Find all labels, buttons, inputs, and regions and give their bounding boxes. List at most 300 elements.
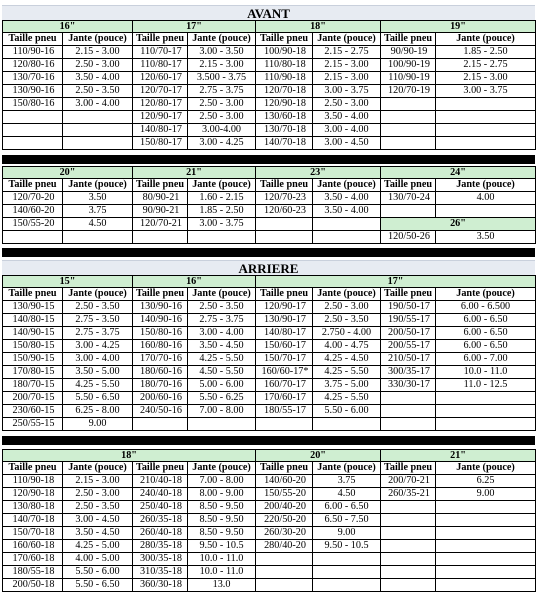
rim-width-cell: 3.50 - 4.50 xyxy=(63,527,133,540)
table-row xyxy=(3,405,536,418)
tire-size-cell: 150/80-15 xyxy=(3,340,63,353)
rim-width-cell xyxy=(436,98,536,111)
rim-width-cell: 6.50 - 7.50 xyxy=(313,514,381,527)
rim-width-cell: 3.50 - 4.00 xyxy=(313,111,381,124)
table-row xyxy=(3,85,536,98)
tire-size-cell: 160/70-17 xyxy=(256,379,313,392)
rim-width-cell: 5.50 - 6.00 xyxy=(313,405,381,418)
rim-width-cell: 2.15 - 2.75 xyxy=(436,59,536,72)
tire-size-cell: 130/90-16 xyxy=(3,85,63,98)
rim-width-cell: 2.15 - 3.00 xyxy=(436,72,536,85)
tire-size-cell: 170/70-16 xyxy=(133,353,188,366)
column-header-row xyxy=(3,179,536,192)
rim-width-cell: 5.50 - 6.25 xyxy=(188,392,256,405)
tire-size-cell: 200/70-15 xyxy=(3,392,63,405)
rim-diameter-group: 20" xyxy=(3,167,133,179)
rim-width-cell: 2.15 - 3.00 xyxy=(313,72,381,85)
tire-size-cell xyxy=(256,579,313,592)
column-header-size: Taille pneu xyxy=(381,33,436,46)
tire-size-cell xyxy=(381,111,436,124)
tire-size-cell xyxy=(3,137,63,150)
tire-size-cell: 250/55-15 xyxy=(3,418,63,431)
column-header-rim: Jante (pouce) xyxy=(63,288,133,301)
rim-diameter-group: 17" xyxy=(133,21,256,33)
rim-width-cell: 3.75 xyxy=(313,475,381,488)
tire-size-cell xyxy=(256,566,313,579)
rim-width-cell: 10.0 - 11.0 xyxy=(188,553,256,566)
tire-size-cell: 150/80-17 xyxy=(133,137,188,150)
tire-size-cell: 190/55-17 xyxy=(381,314,436,327)
rim-diameter-group: 16" xyxy=(133,276,256,288)
tire-size-cell: 150/90-15 xyxy=(3,353,63,366)
column-header-row xyxy=(3,33,536,46)
rim-width-cell: 2.750 - 4.00 xyxy=(313,327,381,340)
tire-size-cell: 110/90-16 xyxy=(3,46,63,59)
tire-size-cell: 140/80-17 xyxy=(256,327,313,340)
rim-width-cell: 4.50 xyxy=(63,218,133,231)
rim-width-cell: 2.50 - 3.00 xyxy=(188,98,256,111)
rim-width-cell: 6.00 - 6.50 xyxy=(436,327,536,340)
rim-width-cell: 5.00 - 6.00 xyxy=(188,379,256,392)
rim-width-cell: 6.25 xyxy=(436,475,536,488)
rim-width-cell: 6.00 - 6.50 xyxy=(436,314,536,327)
section-title-arriere: ARRIERE xyxy=(2,260,535,276)
column-header-rim: Jante (pouce) xyxy=(313,33,381,46)
rim-width-cell: 3.50 - 4.50 xyxy=(188,340,256,353)
rim-width-cell: 4.25 - 5.00 xyxy=(63,540,133,553)
tire-size-cell: 260/30-20 xyxy=(256,527,313,540)
rim-width-cell: 9.50 - 10.5 xyxy=(188,540,256,553)
tire-size-cell xyxy=(256,553,313,566)
table-row xyxy=(3,124,536,137)
column-header-row xyxy=(3,288,536,301)
tire-size-cell: 100/90-19 xyxy=(381,59,436,72)
rim-width-cell xyxy=(436,137,536,150)
rim-width-cell: 2.75 - 3.75 xyxy=(188,85,256,98)
tire-size-cell: 200/50-17 xyxy=(381,327,436,340)
rim-width-cell: 3.00 - 4.50 xyxy=(313,137,381,150)
rim-size-group-row xyxy=(3,167,536,179)
table-arriere-15-17 xyxy=(2,275,536,431)
rim-size-group-row xyxy=(3,21,536,33)
rim-width-cell: 3.00 - 4.50 xyxy=(63,514,133,527)
rim-width-cell: 5.50 - 6.00 xyxy=(63,566,133,579)
table-row xyxy=(3,205,536,218)
tire-size-cell xyxy=(381,137,436,150)
tire-size-cell: 330/30-17 xyxy=(381,379,436,392)
rim-width-cell xyxy=(436,540,536,553)
column-header-size: Taille pneu xyxy=(256,462,313,475)
tire-size-cell: 210/50-17 xyxy=(381,353,436,366)
table-row xyxy=(3,111,536,124)
rim-width-cell: 8.50 - 9.50 xyxy=(188,527,256,540)
tire-size-cell: 140/90-16 xyxy=(133,314,188,327)
rim-width-cell xyxy=(436,124,536,137)
table-row xyxy=(3,314,536,327)
rim-width-cell xyxy=(436,111,536,124)
empty-cell xyxy=(3,231,63,244)
tire-size-cell: 130/90-17 xyxy=(256,314,313,327)
rim-width-cell: 6.00 - 6.500 xyxy=(436,301,536,314)
rim-width-cell: 3.50 xyxy=(436,231,536,244)
tire-size-cell xyxy=(256,418,313,431)
section-separator xyxy=(2,436,535,445)
table-row xyxy=(3,301,536,314)
rim-size-group-row xyxy=(3,276,536,288)
column-header-size: Taille pneu xyxy=(381,462,436,475)
rim-width-cell xyxy=(436,418,536,431)
tire-size-cell: 120/60-23 xyxy=(256,205,313,218)
tire-size-cell xyxy=(133,418,188,431)
rim-width-cell: 3.50 - 4.00 xyxy=(63,72,133,85)
tire-size-cell: 230/60-15 xyxy=(3,405,63,418)
tire-size-cell: 150/70-18 xyxy=(3,527,63,540)
tire-size-cell: 120/70-23 xyxy=(256,192,313,205)
rim-width-cell xyxy=(436,514,536,527)
tire-size-cell: 180/70-15 xyxy=(3,379,63,392)
table-row xyxy=(3,553,536,566)
column-header-rim: Jante (pouce) xyxy=(436,33,536,46)
section-separator xyxy=(2,248,535,257)
tire-size-cell: 80/90-21 xyxy=(133,192,188,205)
table-row xyxy=(3,46,536,59)
tire-size-cell: 120/90-18 xyxy=(256,98,313,111)
rim-width-cell: 8.50 - 9.50 xyxy=(188,501,256,514)
tire-size-cell xyxy=(381,527,436,540)
tire-size-cell: 160/80-16 xyxy=(133,340,188,353)
rim-width-cell: 4.25 - 5.50 xyxy=(63,379,133,392)
rim-width-cell: 4.25 - 5.50 xyxy=(313,366,381,379)
tire-size-cell: 110/80-17 xyxy=(133,59,188,72)
rim-width-cell: 4.00 - 4.75 xyxy=(313,340,381,353)
rim-width-cell xyxy=(313,566,381,579)
rim-width-cell: 1.85 - 2.50 xyxy=(436,46,536,59)
table-row xyxy=(3,231,536,244)
tire-size-cell: 140/60-20 xyxy=(256,475,313,488)
table-row xyxy=(3,98,536,111)
tire-size-cell xyxy=(381,392,436,405)
tire-size-cell: 110/80-18 xyxy=(256,59,313,72)
tire-size-cell: 120/70-17 xyxy=(133,85,188,98)
table-avant-20-26 xyxy=(2,166,536,244)
section-title-avant: AVANT xyxy=(2,5,535,21)
tire-size-cell: 130/70-24 xyxy=(381,192,436,205)
tire-size-cell: 250/40-18 xyxy=(133,501,188,514)
rim-diameter-group: 23" xyxy=(256,167,381,179)
rim-width-cell xyxy=(313,418,381,431)
rim-width-cell: 8.00 - 9.00 xyxy=(188,488,256,501)
rim-width-cell xyxy=(436,392,536,405)
column-header-rim: Jante (pouce) xyxy=(63,179,133,192)
tire-size-cell: 200/60-16 xyxy=(133,392,188,405)
column-header-rim: Jante (pouce) xyxy=(313,288,381,301)
tire-size-cell: 180/55-17 xyxy=(256,405,313,418)
rim-width-cell: 2.15 - 2.75 xyxy=(313,46,381,59)
rim-width-cell: 4.25 - 5.50 xyxy=(188,353,256,366)
rim-diameter-group: 18" xyxy=(256,21,381,33)
rim-diameter-group: 21" xyxy=(381,450,536,462)
rim-diameter-group: 15" xyxy=(3,276,133,288)
empty-cell xyxy=(63,231,133,244)
column-header-size: Taille pneu xyxy=(381,179,436,192)
tire-size-cell: 150/60-17 xyxy=(256,340,313,353)
rim-width-cell: 3.00 - 4.25 xyxy=(188,137,256,150)
rim-width-cell: 9.00 xyxy=(313,527,381,540)
rim-width-cell: 6.00 - 6.50 xyxy=(313,501,381,514)
empty-cell xyxy=(188,231,256,244)
tire-size-cell xyxy=(381,98,436,111)
column-header-rim: Jante (pouce) xyxy=(188,462,256,475)
rim-width-cell: 4.50 xyxy=(313,488,381,501)
tire-size-cell xyxy=(381,514,436,527)
tire-size-cell: 130/80-18 xyxy=(3,501,63,514)
rim-width-cell xyxy=(436,527,536,540)
rim-size-group-row xyxy=(3,450,536,462)
rim-width-cell: 4.50 - 5.50 xyxy=(188,366,256,379)
table-row xyxy=(3,527,536,540)
rim-width-cell: 11.0 - 12.5 xyxy=(436,379,536,392)
tire-size-cell: 150/55-20 xyxy=(256,488,313,501)
table-row xyxy=(3,392,536,405)
table-row xyxy=(3,379,536,392)
tire-size-cell xyxy=(381,579,436,592)
rim-width-cell: 4.25 - 5.50 xyxy=(313,392,381,405)
tire-size-cell: 130/70-16 xyxy=(3,72,63,85)
tire-size-cell: 260/40-18 xyxy=(133,527,188,540)
column-header-rim: Jante (pouce) xyxy=(63,462,133,475)
table-row xyxy=(3,579,536,592)
rim-width-cell: 3.00 - 3.50 xyxy=(188,46,256,59)
column-header-size: Taille pneu xyxy=(133,288,188,301)
rim-width-cell: 6.25 - 8.00 xyxy=(63,405,133,418)
tire-size-cell: 210/40-18 xyxy=(133,475,188,488)
rim-width-cell: 4.00 - 5.00 xyxy=(63,553,133,566)
rim-width-cell xyxy=(313,218,381,231)
table-row xyxy=(3,418,536,431)
rim-width-cell: 6.00 - 7.00 xyxy=(436,353,536,366)
rim-width-cell: 10.0 - 11.0 xyxy=(188,566,256,579)
tire-size-cell xyxy=(381,566,436,579)
tire-size-cell xyxy=(381,124,436,137)
rim-width-cell: 2.15 - 3.00 xyxy=(63,46,133,59)
rim-width-cell: 4.00 xyxy=(436,192,536,205)
tire-size-cell: 180/55-18 xyxy=(3,566,63,579)
tire-size-cell: 240/40-18 xyxy=(133,488,188,501)
rim-width-cell: 3.50 - 4.00 xyxy=(313,192,381,205)
tire-size-cell: 120/90-17 xyxy=(256,301,313,314)
tire-size-cell: 240/50-16 xyxy=(133,405,188,418)
table-row xyxy=(3,218,536,231)
rim-width-cell: 3.500 - 3.75 xyxy=(188,72,256,85)
rim-width-cell xyxy=(188,418,256,431)
tire-size-cell: 120/60-17 xyxy=(133,72,188,85)
tire-size-cell: 120/80-17 xyxy=(133,98,188,111)
table-row xyxy=(3,137,536,150)
column-header-size: Taille pneu xyxy=(133,179,188,192)
rim-width-cell: 2.15 - 3.00 xyxy=(188,59,256,72)
table-row xyxy=(3,514,536,527)
tire-size-cell: 160/60-18 xyxy=(3,540,63,553)
tire-size-cell: 180/70-16 xyxy=(133,379,188,392)
column-header-rim: Jante (pouce) xyxy=(436,288,536,301)
tire-size-cell: 200/55-17 xyxy=(381,340,436,353)
table-row xyxy=(3,475,536,488)
tire-size-cell: 150/70-17 xyxy=(256,353,313,366)
tire-size-cell: 150/55-20 xyxy=(3,218,63,231)
rim-width-cell: 5.50 - 6.50 xyxy=(63,579,133,592)
tire-size-cell: 130/60-18 xyxy=(256,111,313,124)
tire-size-cell: 200/70-21 xyxy=(381,475,436,488)
tire-size-cell xyxy=(3,124,63,137)
rim-diameter-group: 19" xyxy=(381,21,536,33)
rim-width-cell xyxy=(436,553,536,566)
rim-diameter-group: 26" xyxy=(381,218,536,231)
rim-width-cell: 2.50 - 3.00 xyxy=(188,111,256,124)
empty-cell xyxy=(133,231,188,244)
column-header-rim: Jante (pouce) xyxy=(436,462,536,475)
rim-width-cell: 3.00 - 3.75 xyxy=(436,85,536,98)
rim-diameter-group: 18" xyxy=(3,450,256,462)
rim-width-cell: 2.50 - 3.00 xyxy=(63,59,133,72)
column-header-row xyxy=(3,462,536,475)
table-arriere-18-21 xyxy=(2,449,536,592)
table-row xyxy=(3,488,536,501)
section-separator xyxy=(2,155,535,164)
tire-size-cell: 280/35-18 xyxy=(133,540,188,553)
tire-size-cell xyxy=(381,501,436,514)
rim-diameter-group: 16" xyxy=(3,21,133,33)
tire-size-cell: 110/70-17 xyxy=(133,46,188,59)
rim-width-cell xyxy=(436,405,536,418)
tire-size-cell: 360/30-18 xyxy=(133,579,188,592)
table-row xyxy=(3,540,536,553)
tire-size-cell: 300/35-17 xyxy=(381,366,436,379)
tire-size-cell: 110/90-18 xyxy=(256,72,313,85)
tire-size-cell xyxy=(381,553,436,566)
rim-width-cell: 2.50 - 3.50 xyxy=(63,85,133,98)
table-row xyxy=(3,501,536,514)
tire-size-cell: 110/90-18 xyxy=(3,475,63,488)
tire-size-cell: 140/80-15 xyxy=(3,314,63,327)
rim-width-cell: 2.50 - 3.50 xyxy=(313,314,381,327)
rim-width-cell: 2.50 - 3.50 xyxy=(188,301,256,314)
tire-size-cell: 260/35-18 xyxy=(133,514,188,527)
tire-size-cell: 150/80-16 xyxy=(3,98,63,111)
table-row xyxy=(3,340,536,353)
tire-size-cell: 310/35-18 xyxy=(133,566,188,579)
rim-width-cell: 2.50 - 3.50 xyxy=(63,301,133,314)
tire-size-cell: 140/70-18 xyxy=(256,137,313,150)
tire-size-cell: 260/35-21 xyxy=(381,488,436,501)
rim-diameter-group: 20" xyxy=(256,450,381,462)
tire-size-cell: 170/60-17 xyxy=(256,392,313,405)
column-header-rim: Jante (pouce) xyxy=(313,179,381,192)
column-header-rim: Jante (pouce) xyxy=(63,33,133,46)
column-header-rim: Jante (pouce) xyxy=(188,288,256,301)
rim-width-cell: 3.00 - 3.75 xyxy=(188,218,256,231)
rim-width-cell: 1.85 - 2.50 xyxy=(188,205,256,218)
column-header-size: Taille pneu xyxy=(3,288,63,301)
rim-width-cell: 9.00 xyxy=(436,488,536,501)
rim-width-cell: 13.0 xyxy=(188,579,256,592)
rim-width-cell: 2.50 - 3.00 xyxy=(313,98,381,111)
column-header-size: Taille pneu xyxy=(133,462,188,475)
rim-width-cell xyxy=(63,111,133,124)
tire-size-cell: 150/80-16 xyxy=(133,327,188,340)
column-header-rim: Jante (pouce) xyxy=(188,179,256,192)
tire-size-cell xyxy=(3,111,63,124)
tire-size-cell: 130/90-16 xyxy=(133,301,188,314)
rim-width-cell: 2.50 - 3.00 xyxy=(313,301,381,314)
column-header-size: Taille pneu xyxy=(3,179,63,192)
rim-width-cell xyxy=(436,566,536,579)
rim-width-cell xyxy=(436,501,536,514)
column-header-size: Taille pneu xyxy=(133,33,188,46)
rim-width-cell: 5.50 - 6.50 xyxy=(63,392,133,405)
tire-size-cell xyxy=(381,418,436,431)
rim-width-cell: 8.50 - 9.50 xyxy=(188,514,256,527)
rim-diameter-group: 17" xyxy=(256,276,536,288)
column-header-size: Taille pneu xyxy=(256,288,313,301)
tire-size-cell: 130/70-18 xyxy=(256,124,313,137)
empty-cell xyxy=(256,231,313,244)
table-row xyxy=(3,72,536,85)
tire-size-cell: 280/40-20 xyxy=(256,540,313,553)
tire-size-cell: 120/50-26 xyxy=(381,231,436,244)
tire-size-cell: 160/60-17* xyxy=(256,366,313,379)
tire-size-cell: 170/60-18 xyxy=(3,553,63,566)
rim-width-cell xyxy=(436,205,536,218)
column-header-size: Taille pneu xyxy=(381,288,436,301)
tire-size-cell xyxy=(381,205,436,218)
table-row xyxy=(3,566,536,579)
rim-width-cell: 9.50 - 10.5 xyxy=(313,540,381,553)
rim-width-cell: 3.00-4.00 xyxy=(188,124,256,137)
rim-width-cell xyxy=(313,579,381,592)
rim-width-cell: 3.00 - 4.00 xyxy=(63,353,133,366)
tire-size-cell: 200/50-18 xyxy=(3,579,63,592)
rim-diameter-group: 24" xyxy=(381,167,536,179)
tire-size-cell: 140/80-17 xyxy=(133,124,188,137)
tire-size-cell xyxy=(381,540,436,553)
rim-width-cell: 3.00 - 4.00 xyxy=(63,98,133,111)
tire-size-cell: 120/70-20 xyxy=(3,192,63,205)
rim-width-cell: 7.00 - 8.00 xyxy=(188,475,256,488)
column-header-rim: Jante (pouce) xyxy=(313,462,381,475)
table-avant-16-19 xyxy=(2,20,536,150)
rim-width-cell: 3.50 - 4.00 xyxy=(313,205,381,218)
tire-size-cell: 120/80-16 xyxy=(3,59,63,72)
tire-size-cell: 120/70-21 xyxy=(133,218,188,231)
table-row xyxy=(3,327,536,340)
tire-size-cell: 100/90-18 xyxy=(256,46,313,59)
rim-diameter-group: 21" xyxy=(133,167,256,179)
table-row xyxy=(3,366,536,379)
rim-width-cell: 2.50 - 3.50 xyxy=(63,501,133,514)
column-header-size: Taille pneu xyxy=(3,462,63,475)
rim-width-cell: 3.50 xyxy=(63,192,133,205)
table-row xyxy=(3,59,536,72)
tire-size-cell: 120/90-17 xyxy=(133,111,188,124)
rim-width-cell: 2.15 - 3.00 xyxy=(313,59,381,72)
rim-width-cell xyxy=(63,124,133,137)
rim-width-cell: 2.50 - 3.00 xyxy=(63,488,133,501)
rim-width-cell: 1.60 - 2.15 xyxy=(188,192,256,205)
rim-width-cell xyxy=(63,137,133,150)
rim-width-cell: 3.00 - 3.75 xyxy=(313,85,381,98)
tire-size-cell: 220/50-20 xyxy=(256,514,313,527)
rim-width-cell: 3.75 xyxy=(63,205,133,218)
